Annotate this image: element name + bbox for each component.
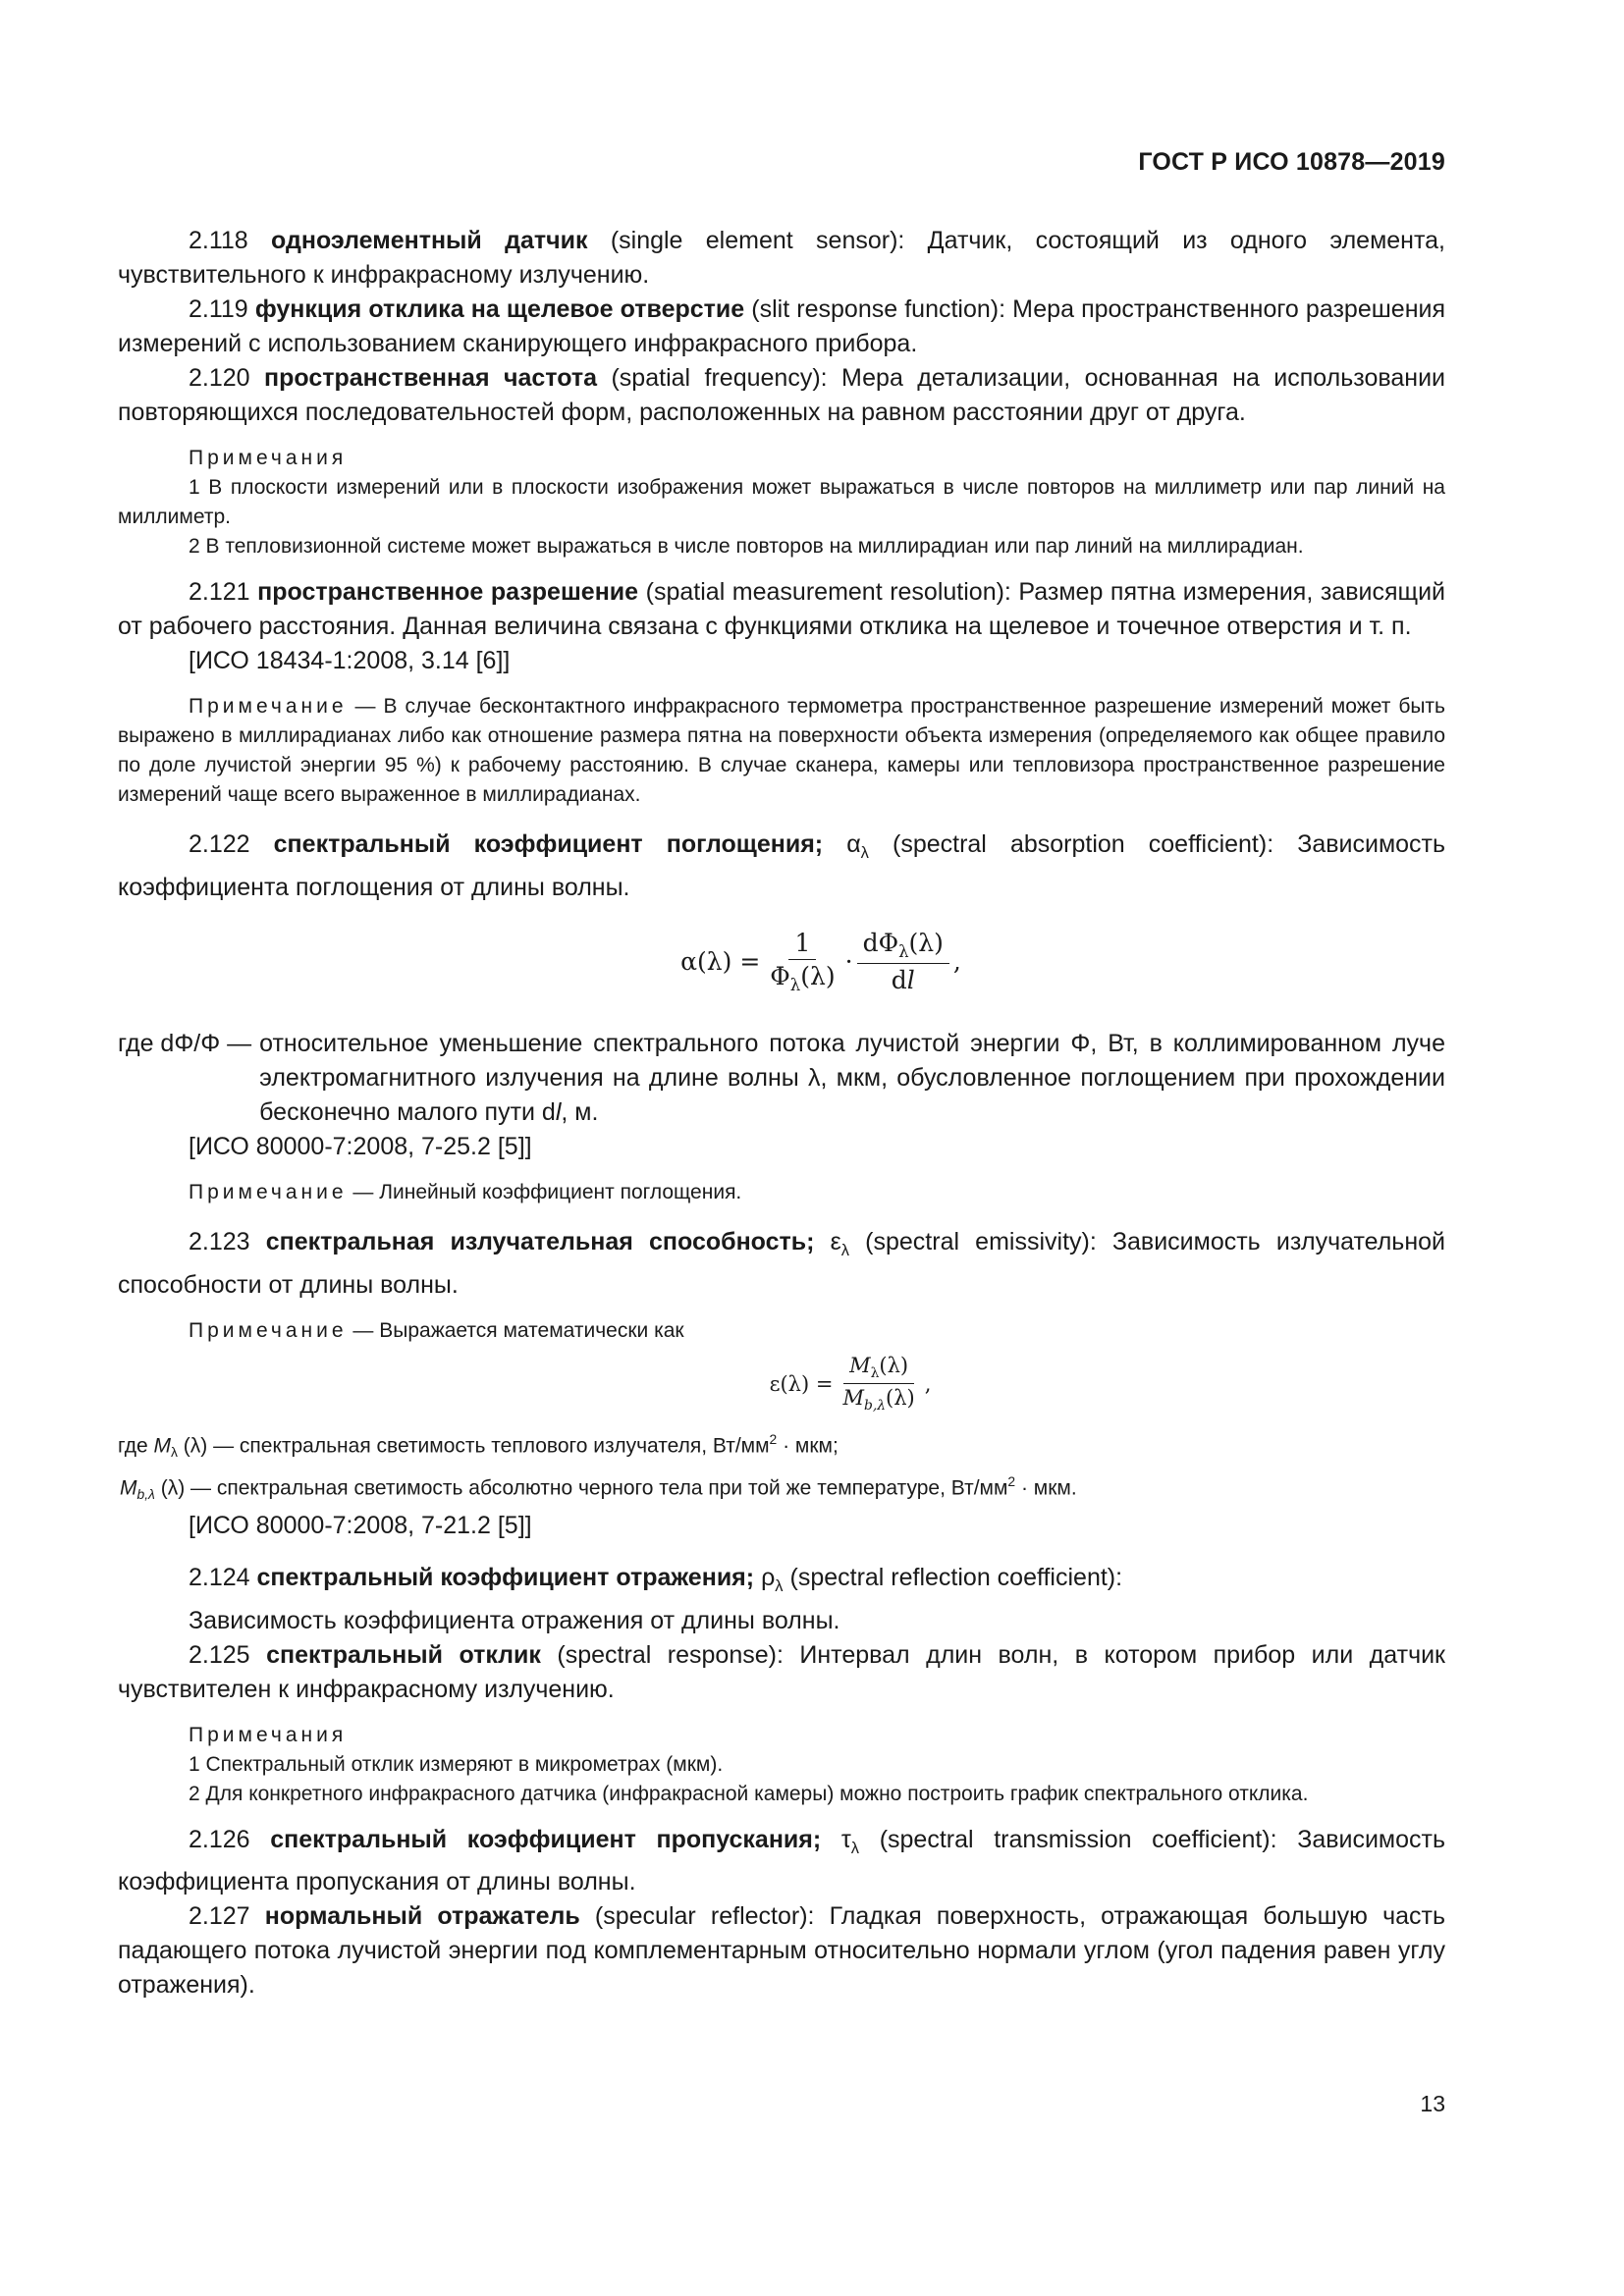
term-entry-2-124 — [118, 1561, 1445, 1604]
document-header: ГОСТ Р ИСО 10878—2019 — [1138, 148, 1445, 176]
term-number: 2.120 — [189, 364, 250, 392]
term-entry-2-120 — [118, 361, 1445, 430]
term-number: 2.126 — [189, 1825, 250, 1853]
term-entry-2-118 — [118, 224, 1445, 293]
note-item — [118, 692, 1445, 810]
term-entry-2-123 — [118, 1225, 1445, 1303]
term-symbol: $\alpha_\lambda$ — [846, 830, 869, 862]
term-number: 2.125 — [189, 1640, 250, 1669]
source-reference: [ИСО 80000-7:2008, 7-21.2 [5]] — [189, 1511, 532, 1539]
term-number: 2.119 — [189, 295, 248, 323]
formula-legend-item: где $M_\lambda$ (λ) — спектральная светимость теплового излучателя, $Вт/мм^2$ · мкм; — [118, 1430, 839, 1460]
term-title: спектральный коэффициент пропускания; — [270, 1825, 822, 1853]
term-definition: (spatial frequency): Мера детализации, основанная на использовании повторяющихся последовательностей форм, расположенных на равном расстоянии друг от друга. — [118, 364, 1445, 426]
term-title: спектральный коэффициент поглощения; — [273, 830, 824, 858]
term-definition: (spectral absorption coefficient): Зависимость коэффициента поглощения от длины волны. — [118, 830, 1446, 901]
term-definition: (spatial measurement resolution): Размер пятна измерения, зависящий от рабочего расстояния. Данная величина связана с функциями отклика на щелевое и точечное отверстия и т. п. — [118, 578, 1445, 640]
term-definition: (specular reflector): Гладкая поверхность, отражающая большую часть падающего потока лучистой энергии под комплементарным относительно нормали углом (угол падения равен углу отражения). — [118, 1902, 1445, 2000]
page-number: 13 — [1420, 2091, 1445, 2116]
term-entry-2-119 — [118, 293, 1445, 361]
term-definition: (spectral emissivity): Зависимость излучательной способности от длины волны. — [118, 1227, 1445, 1299]
term-entry-2-125 — [118, 1638, 1445, 1707]
note-label: Примечание — [189, 1318, 348, 1342]
note-item: 1 В плоскости измерений или в плоскости изображения может выражаться в числе повторов на миллиметр или пар линий на миллиметр. — [118, 476, 1445, 528]
note-item: 2 Для конкретного инфракрасного датчика (инфракрасной камеры) можно построить график спектрального отклика. — [189, 1782, 1309, 1805]
note-item — [118, 1316, 1445, 1346]
term-title: пространственная частота — [264, 364, 598, 392]
term-title: спектральный коэффициент отражения; — [256, 1563, 755, 1591]
term-title: функция отклика на щелевое отверстие — [254, 295, 745, 323]
note-label: Примечание — [189, 695, 348, 718]
term-definition-continued: Зависимость коэффициента отражения от длины волны. — [189, 1606, 840, 1634]
term-symbol: $\varepsilon_\lambda$ — [830, 1227, 850, 1259]
source-reference: [ИСО 80000-7:2008, 7-25.2 [5]] — [189, 1132, 532, 1160]
term-definition: (spectral transmission coefficient): Зависимость коэффициента пропускания от длины волны. — [118, 1825, 1446, 1896]
note-label: Примечание — [189, 1180, 348, 1203]
term-entry-2-127 — [118, 1899, 1445, 2002]
notes-heading: Примечания — [189, 1723, 348, 1746]
note-item — [118, 1178, 1445, 1207]
formula-legend-item: $M_{b,\lambda}$ (λ) — спектральная светимость абсолютно черного тела при той же температуре, $Вт/мм^2$ · мкм. — [120, 1472, 1077, 1502]
note-item: 2 В тепловизионной системе может выражаться в числе повторов на миллирадиан или пар линий на миллирадиан. — [189, 535, 1304, 558]
term-title: одноэлементный датчик — [271, 227, 588, 254]
term-symbol: $\tau_\lambda$ — [840, 1825, 860, 1857]
term-symbol: $\rho_\lambda$ — [761, 1563, 784, 1595]
note-text: — Линейный коэффициент поглощения. — [347, 1180, 742, 1203]
term-entry-2-126 — [118, 1823, 1445, 1900]
formula-absorption: α(λ) = $\frac{1}{\Phi_\lambda(\lambda)}$ · $\frac{d\Phi_\lambda(\lambda)}{dl}$ , — [680, 929, 961, 995]
notes-heading: Примечания — [189, 447, 348, 469]
term-number: 2.123 — [189, 1227, 250, 1255]
term-definition: (single element sensor): Датчик, состоящий из одного элемента, чувствительного к инфракрасному излучению. — [118, 227, 1445, 289]
note-text: — В случае бесконтактного инфракрасного термометра пространственное разрешение измерений может быть выражено в миллирадианах либо как отношение размера пятна на поверхности объекта измерения (определяемого как общее правило по доле лучистой энергии 95 %) к рабочему расстоянию. В случае сканера, камеры или тепловизора пространственное разрешение измерений чаще всего выраженное в миллирадианах. — [118, 695, 1445, 806]
term-definition: (slit response function): Мера пространственного разрешения измерений с использованием сканирующего инфракрасного прибора. — [118, 295, 1445, 357]
note-text: — Выражается математически как — [347, 1318, 684, 1342]
formula-legend: где dΦ/Φ — относительное уменьшение спектрального потока лучистой энергии Φ, Вт, в коллимированном луче электромагнитного излучения на длине волны λ, мкм, обусловленное поглощением при прохождении бесконечно малого пути dl, м. — [118, 1029, 1445, 1126]
term-number: 2.121 — [189, 578, 250, 606]
term-number: 2.122 — [189, 830, 250, 858]
formula-emissivity: ε(λ) = $\frac{M_\lambda(\lambda)}{M_{b,\lambda}(\lambda)}$ , — [769, 1354, 932, 1414]
term-definition: (spectral response): Интервал длин волн, в котором прибор или датчик чувствителен к инфракрасному излучению. — [118, 1640, 1445, 1703]
term-title: спектральный отклик — [266, 1640, 541, 1669]
term-number: 2.118 — [189, 227, 248, 254]
term-entry-2-121 — [118, 575, 1445, 644]
term-title: пространственное разрешение — [257, 578, 639, 606]
note-item: 1 Спектральный отклик измеряют в микрометрах (мкм). — [189, 1752, 724, 1776]
term-title: спектральная излучательная способность; — [265, 1227, 815, 1255]
term-number: 2.127 — [189, 1902, 250, 1931]
term-number: 2.124 — [189, 1563, 250, 1591]
term-definition: (spectral reflection coefficient): — [783, 1563, 1123, 1591]
document-body — [118, 224, 1445, 2002]
term-title: нормальный отражатель — [264, 1902, 580, 1931]
source-reference: [ИСО 18434-1:2008, 3.14 [6]] — [189, 647, 511, 674]
term-entry-2-122 — [118, 828, 1445, 905]
